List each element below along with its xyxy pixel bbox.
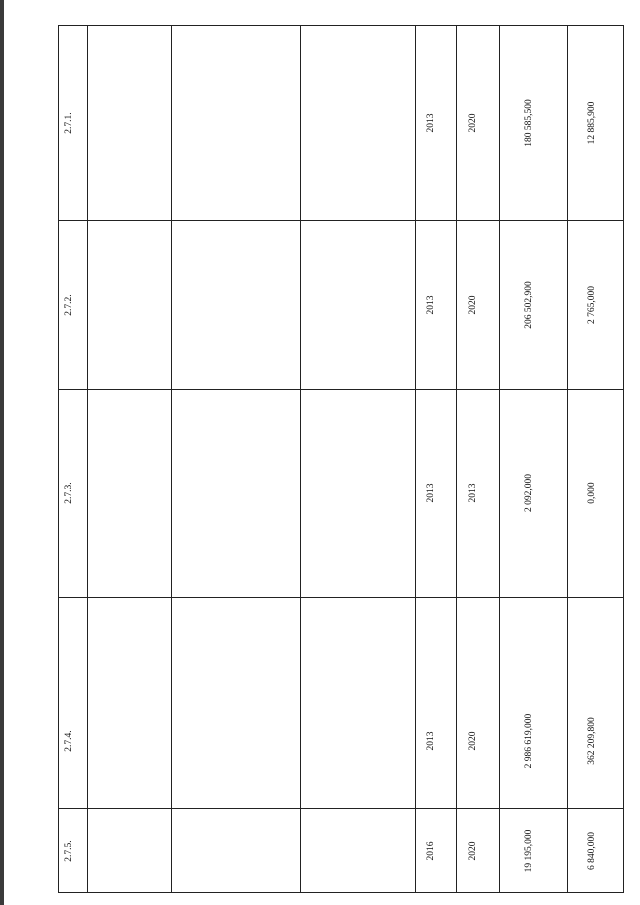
period-start: 2016 bbox=[426, 841, 436, 861]
table-row bbox=[59, 26, 625, 220]
table-row bbox=[59, 808, 625, 894]
amount-second: 362 209,800 bbox=[587, 717, 597, 765]
period-end: 2020 bbox=[468, 731, 478, 751]
period-end: 2020 bbox=[468, 113, 478, 133]
amount-total: 2 986 619,000 bbox=[524, 713, 534, 769]
amount-total: 206 502,900 bbox=[524, 281, 534, 329]
row-number: 2.7.2. bbox=[64, 294, 74, 316]
amount-total: 180 585,500 bbox=[524, 99, 534, 147]
period-start: 2013 bbox=[426, 731, 436, 751]
row-number: 2.7.3. bbox=[64, 482, 74, 504]
row-number: 2.7.5. bbox=[64, 840, 74, 862]
amount-second: 2 765,000 bbox=[587, 286, 597, 324]
amount-second: 6 840,000 bbox=[587, 832, 597, 870]
table-row bbox=[59, 389, 625, 597]
amount-total: 19 195,000 bbox=[524, 829, 534, 873]
amount-second: 0,000 bbox=[587, 482, 597, 504]
amount-second: 12 885,900 bbox=[587, 101, 597, 145]
period-end: 2020 bbox=[468, 841, 478, 861]
period-end: 2013 bbox=[468, 483, 478, 503]
scan-edge bbox=[0, 0, 4, 905]
row-number: 2.7.1. bbox=[64, 112, 74, 134]
amount-total: 2 092,000 bbox=[524, 474, 534, 512]
period-end: 2020 bbox=[468, 295, 478, 315]
period-start: 2013 bbox=[426, 113, 436, 133]
period-start: 2013 bbox=[426, 295, 436, 315]
table-row bbox=[59, 220, 625, 389]
row-number: 2.7.4. bbox=[64, 730, 74, 752]
program-activities-table bbox=[58, 25, 624, 893]
period-start: 2013 bbox=[426, 483, 436, 503]
table-row bbox=[59, 597, 625, 808]
